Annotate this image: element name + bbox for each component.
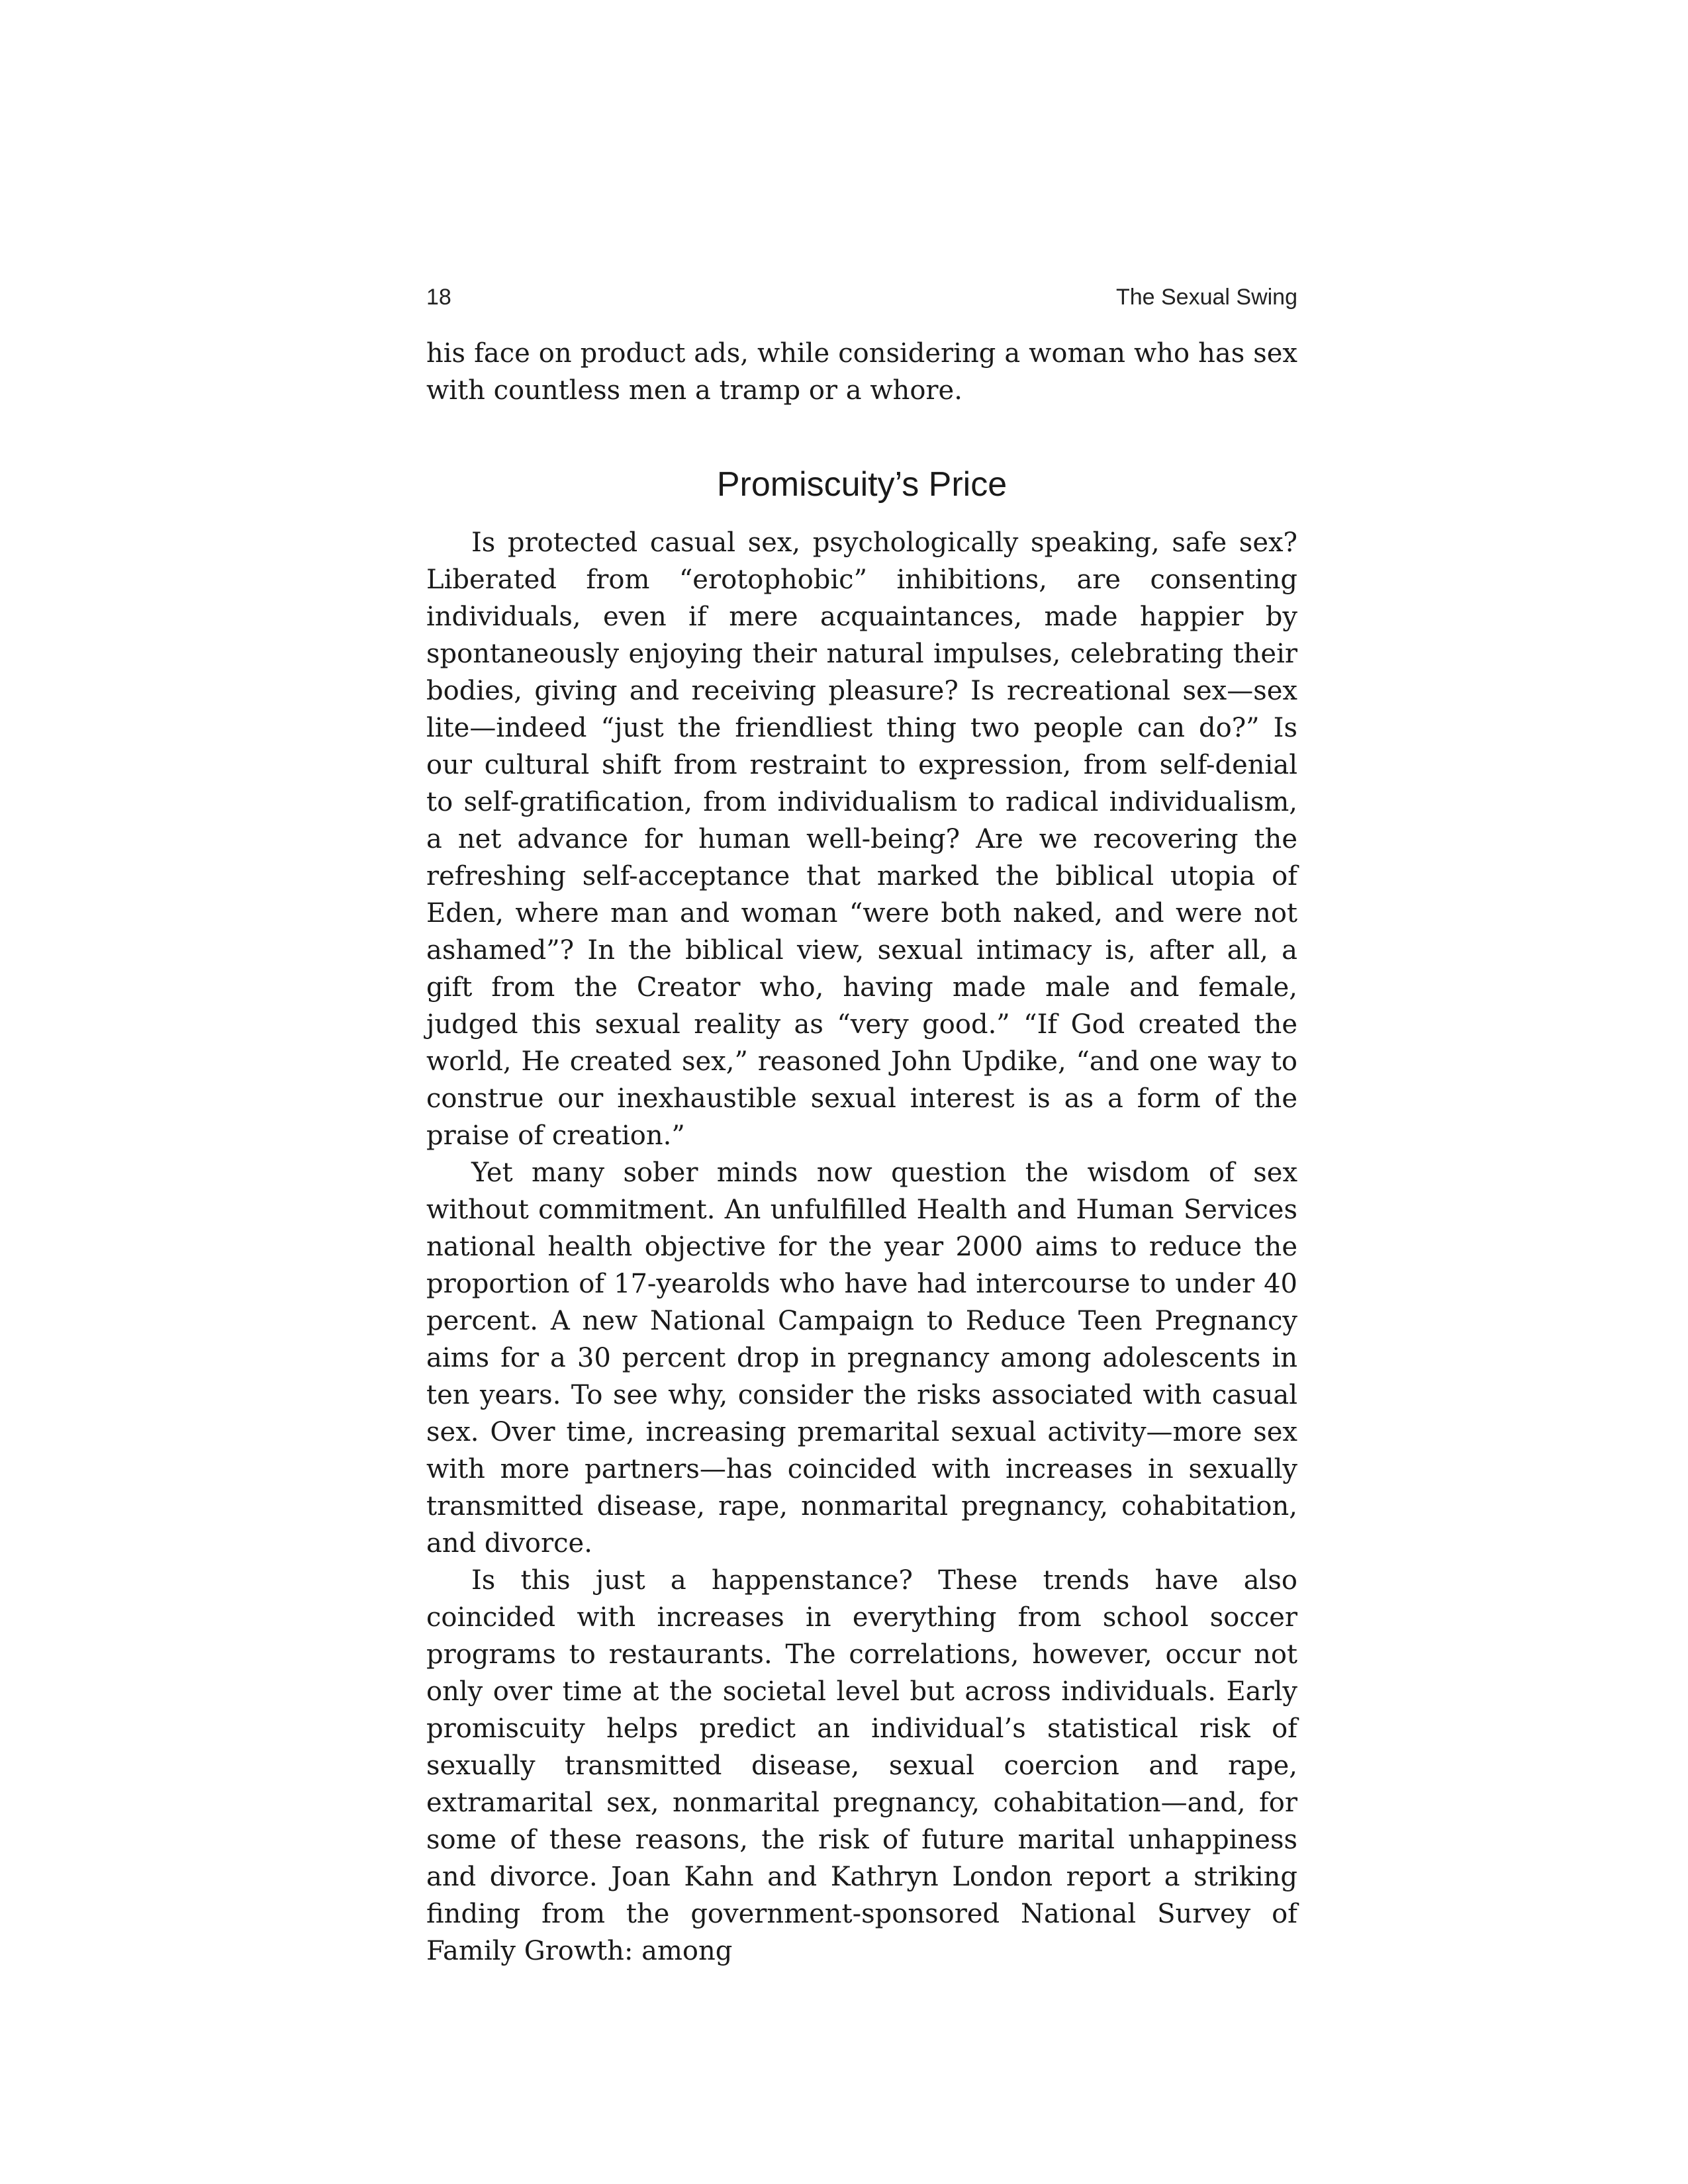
running-title: The Sexual Swing	[1115, 285, 1297, 310]
continuation-paragraph: his face on product ads, while considering a woman who has sex with countless men a tramp or a whore.	[426, 338, 1297, 406]
body-text	[426, 335, 1297, 1970]
page-number: 18	[426, 285, 451, 310]
running-head	[426, 285, 1297, 318]
paragraph-3: Is this just a happenstance? These trends have also coincided with increases in everything from school soccer programs to restaurants. The correlations, however, occur not only over time at the societal level but across individuals. Early promiscuity helps predict an individual’s statistical risk of sexually transmitted disease, sexual coercion and rape, extramarital sex, nonmarital pregnancy, cohabitation—and, for some of these reasons, the risk of future marital unhappiness and divorce. Joan Kahn and Kathryn London report a striking finding from the government-sponsored National Survey of Family Growth: among	[426, 1565, 1297, 1966]
paragraph-1: Is protected casual sex, psychologically speaking, safe sex? Liberated from “erotophobic” inhibitions, are consenting individuals, even if mere acquaintances, made happier by spontaneously enjoying their natural impulses, celebrating their bodies, giving and receiving pleasure? Is recreational sex—sex lite—indeed “just the friendliest thing two people can do?” Is our cultural shift from restraint to expression, from self-denial to self-gratification, from individualism to radical individualism, a net advance for human well-being? Are we recovering the refreshing self-acceptance that marked the biblical utopia of Eden, where man and woman “were both naked, and were not ashamed”? In the biblical view, sexual intimacy is, after all, a gift from the Creator who, having made male and female, judged this sexual reality as “very good.” “If God created the world, He created sex,” reasoned John Updike, “and one way to construe our inexhaustible sexual interest is as a form of the praise of creation.”	[426, 527, 1297, 1151]
section-heading: Promiscuity’s Price	[716, 465, 1008, 504]
paragraph-2: Yet many sober minds now question the wisdom of sex without commitment. An unfulfilled Health and Human Services national health objective for the year 2000 aims to reduce the proportion of 17-yearolds who have had intercourse to under 40 percent. A new National Campaign to Reduce Teen Pregnancy aims for a 30 percent drop in pregnancy among adolescents in ten years. To see why, consider the risks associated with casual sex. Over time, increasing premarital sexual activity—more sex with more partners—has coincided with increases in sexually transmitted disease, rape, nonmarital pregnancy, cohabitation, and divorce.	[426, 1158, 1297, 1559]
